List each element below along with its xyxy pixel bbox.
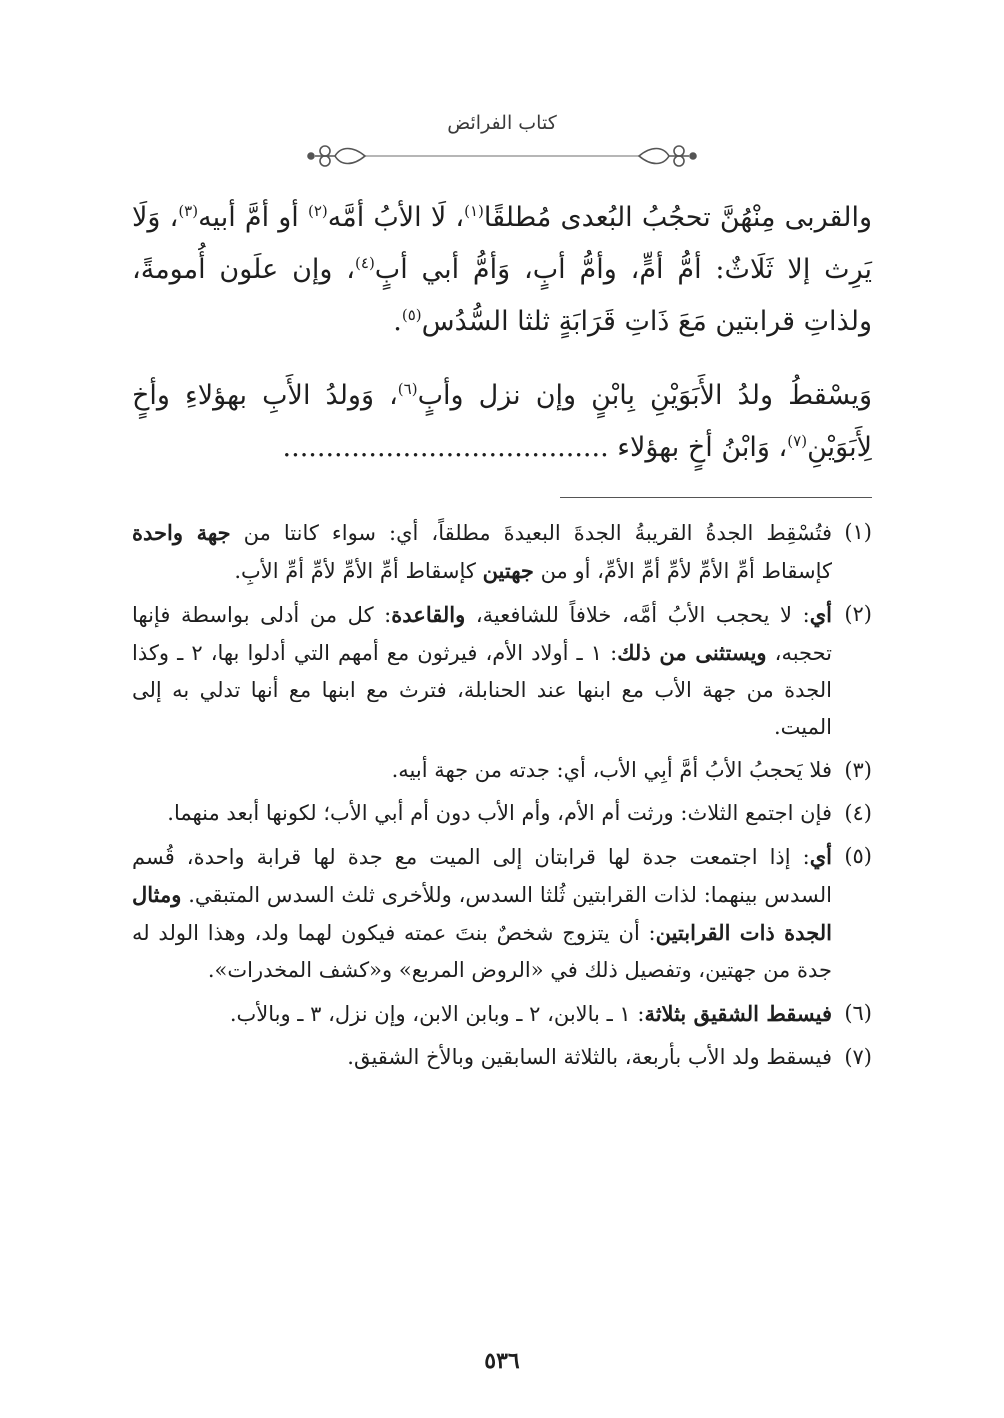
text-run: كإسقاط أمِّ الأمِّ لأمِّ أمِّ الأمِّ، أو من (533, 559, 832, 583)
bold-term: أي (809, 602, 832, 627)
footnote-text (132, 1039, 832, 1076)
footnote-6 (132, 995, 872, 1033)
text-run: . (393, 306, 402, 337)
header-ornament (305, 142, 699, 170)
text-run: فإن اجتمع الثلاث: ورثت أم الأم، وأم الأب دون أم أبي الأب؛ لكونها أبعد منهما. (167, 801, 832, 825)
continuation-dots: ...................................... (282, 432, 609, 463)
bold-term: جهتين (482, 558, 534, 583)
text-run: : لا يحجب الأبُ أمَّه، خلافاً للشافعية، (465, 603, 810, 627)
footnote-ref-1[interactable]: (١) (464, 202, 484, 220)
text-run: ، وَابْنُ أخٍ بهؤلاء (617, 432, 788, 463)
text-run: ، وَولدُ الأَبِ بهؤلاءِ وأخٍ لِأَبَوَيْنِ (132, 380, 872, 463)
right-flourish-icon (639, 146, 696, 166)
bold-term: جهة واحدة (132, 520, 231, 545)
running-title: كتاب الفرائض (447, 112, 557, 134)
text-run: : أن يتزوج شخصٌ بنتَ عمته فيكون لهما ولد، وهذا الولد له جدة من جهتين، وتفصيل ذلك في «الروض المربع» و«كشف المخدرات». (132, 921, 832, 982)
footnote-2 (132, 596, 872, 746)
bold-term: ومثال الجدة ذات القرابتين (132, 882, 832, 945)
text-run: : ١ ـ أولاد الأم، فيرثون مع أمهم التي أدلوا بها، ٢ ـ وكذا الجدة من جهة الأب مع ابنها عند الحنابلة، فترث مع ابنها مع أنها تدلي به إلى الميت. (132, 641, 832, 739)
footnote-number: (٧) (844, 1045, 872, 1069)
text-run: وَيسْقطُ ولدُ الأَبَوَيْنِ بِابْنٍ وإن نزل وأبٍ (417, 380, 872, 411)
text-run: فيسقط ولد الأب بأربعة، بالثلاثة السابقين وبالأخ الشقيق. (347, 1045, 832, 1069)
footnote-separator (560, 497, 872, 498)
footnote-ref-6[interactable]: (٦) (397, 380, 418, 398)
text-run: ، لَا الأبُ أمَّه (327, 202, 465, 233)
footnote-5 (132, 838, 872, 989)
footnote-number: (٥) (844, 844, 872, 868)
footnote-number: (٦) (844, 1001, 872, 1025)
text-run: ، وَلَا يَرِث إلا ثَلَاثٌ: أمُّ أمٍّ، وأمُّ أبٍ، وَأمُّ أبي أبٍ (132, 202, 872, 285)
footnote-ref-4[interactable]: (٤) (355, 254, 375, 272)
footnote-text (132, 752, 832, 789)
text-run: والقربى مِنْهُنَّ تحجُبُ البُعدى مُطلقًا (483, 202, 872, 233)
footnote-ref-5[interactable]: (٥) (401, 306, 422, 324)
footnote-number: (١) (844, 520, 872, 544)
footnote-ref-2[interactable]: (٢) (307, 202, 328, 220)
footnote-7 (132, 1039, 872, 1076)
footnote-text (132, 514, 832, 590)
bold-term: فيسقط الشقيق بثلاثة (644, 1001, 832, 1026)
footnote-1 (132, 514, 872, 590)
footnote-text (132, 838, 832, 989)
paragraph-1 (132, 192, 872, 348)
footnote-text (132, 995, 832, 1033)
footnote-4 (132, 795, 872, 832)
footnote-3 (132, 752, 872, 789)
text-run: : كل من أدلى بواسطة فإنها تحجبه، (132, 603, 832, 665)
footnotes (132, 514, 872, 1082)
left-flourish-icon (308, 146, 365, 166)
footnote-ref-7[interactable]: (٧) (787, 432, 808, 450)
bold-term: أي (809, 844, 832, 869)
paragraph-2 (132, 370, 872, 474)
text-run: : إذا اجتمعت جدة لها قرابتان إلى الميت مع جدة لها قرابة واحدة، قُسم السدس بينهما: لذات القرابتين ثُلثا السدس، وللأخرى ثلث السدس المتبقي. (132, 845, 832, 907)
footnote-number: (٣) (844, 758, 872, 782)
text-run: : ١ ـ بالابن، ٢ ـ وبابن الابن، وإن نزل، ٣ ـ وبالأب. (229, 1002, 645, 1026)
text-run: فتُسْقِط الجدةُ القريبةُ الجدةَ البعيدةَ مطلقاً، أي: سواء كانتا من (230, 521, 833, 545)
bold-term: والقاعدة (391, 602, 466, 627)
main-text (132, 192, 872, 474)
footnote-text (132, 596, 832, 746)
text-run: أو أمَّ أبيه (198, 202, 308, 233)
page-number: ٥٣٦ (484, 1348, 520, 1374)
text-run: ، وإن علَون أُمومةً، ولذاتِ قرابتين مَعَ ذَاتِ قَرَابَةٍ ثلثا السُّدُس (132, 254, 872, 337)
footnote-ref-3[interactable]: (٣) (178, 202, 199, 220)
page-header (0, 112, 1004, 172)
footnote-number: (٢) (844, 602, 872, 626)
bold-term: ويستثنى من ذلك (617, 640, 767, 665)
text-run: فلا يَحجبُ الأبُ أمَّ أبِي الأب، أي: جدته من جهة أبيه. (391, 758, 832, 782)
text-run: كإسقاط أمِّ الأمِّ لأمِّ أمِّ الأبِ. (234, 559, 483, 583)
footnote-number: (٤) (844, 801, 872, 825)
footnote-text (132, 795, 832, 832)
